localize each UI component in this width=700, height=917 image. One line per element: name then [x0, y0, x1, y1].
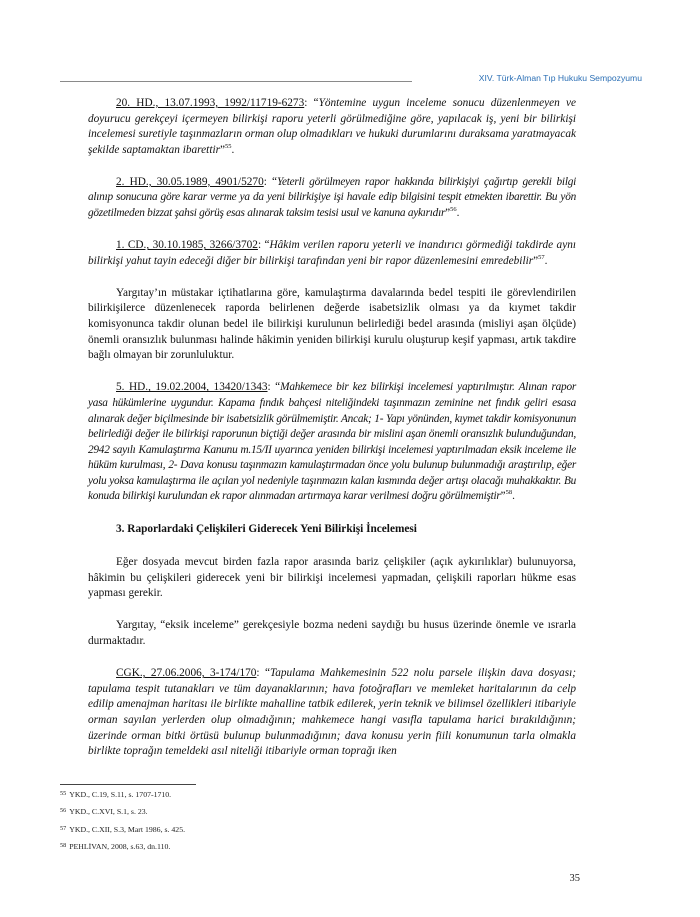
page-number: 35 — [569, 873, 580, 884]
paragraph-citation-1cd: 1. CD., 30.10.1985, 3266/3702: “Hâkim verilen raporu yeterli ve inandırıcı görmediği takdirde aynı bilirkişi yahut tayin edeceği diğer bir bilirkişi tarafından yeni bir rapor düzenlemesini emredebilir”$^{57}$. — [88, 239, 576, 267]
footnote-number: 58 — [60, 841, 67, 849]
case-citation: CGK., 27.06.2006, 3-174/170 — [116, 667, 257, 680]
body-text — [88, 96, 576, 776]
paragraph-citation-5hd: 5. HD., 19.02.2004, 13420/1343: “Mahkemece bir kez bilirkişi incelemesi yaptırılmıştır. Alınan rapor yasa hükümlerine uygundur. Kapama fındık bahçesi niteliğindeki taşınmazın zeminine net fındık geliri esasa alınarak değer biçilmesinde bir isabetsizlik görülmemiştir. Ancak; 1- Yapı yönünden, kıymet takdir komisyonunun belirlediği değer ile bilirkişi raporunun biçtiği değer arasında bir mislini aşan önemli oransızlık bulunduğundan, 2942 sayılı Kamulaştırma Kanunu m.15/II uyarınca yeniden bilirkişi incelemesi yaptırılmadan eksik inceleme ile hüküm kurulması, 2- Dava konusu taşınmazın kamulaştırmadan önce yolu bulunup bulunmadığı araştırılıp, eğer yolu yoksa kamulaştırma ile açılan yol nedeniyle taşınmazın kalan kısmında değer artışı olacağı muhakkaktır. Bu konuda bilirkişi kurulundan ek rapor alınmadan artırmaya karar verilmesi doğru görülmemiştir”$^{58}$. — [88, 381, 576, 503]
footnote-text: YKD., C.XVI, S.1, s. 23. — [69, 807, 148, 817]
section-heading: 3. Raporlardaki Çelişkileri Giderecek Yeni Bilirkişi İncelemesi — [116, 522, 417, 535]
quoted-text: Hâkim verilen raporu yeterli ve inandırıcı görmediği takdirde aynı bilirkişi yahut tayin edeceği diğer bir bilirkişi tarafından yeni bir rapor düzenlemesini emredebilir — [88, 239, 576, 267]
footnote-number: 56 — [60, 807, 67, 815]
case-citation: 2. HD., 30.05.1989, 4901/5270 — [116, 175, 264, 188]
header-rule — [60, 81, 412, 82]
footnote-ref[interactable]: 57 — [538, 253, 545, 261]
footnote-text: YKD., C.XII, S.3, Mart 1986, s. 425. — [69, 824, 186, 834]
footnote-55 — [60, 790, 560, 799]
footnotes — [60, 790, 560, 859]
footnote-text: PEHLİVAN, 2008, s.63, dn.110. — [69, 841, 171, 851]
quoted-text: Yöntemine uygun inceleme sonucu düzenlenmeyen ve doyurucu gerekçeyi içermeyen bilirkişi raporu yeterli görülmediğine göre, yapılacak iş, yeni bir bilirkişi incelemesi suretiyle taşınmazların orman olup olmadıkları ve hukuki durumlarını duraksama yaratmayacak şekilde saptamaktan ibarettir — [88, 97, 576, 156]
case-citation: 5. HD., 19.02.2004, 13420/1343 — [116, 381, 268, 394]
case-citation: 1. CD., 30.10.1985, 3266/3702 — [116, 239, 258, 252]
paragraph-eksik-inceleme: Yargıtay, “eksik inceleme” gerekçesiyle bozma nedeni saydığı bu husus üzerinde önemle ve ısrarla durmaktadır. — [88, 619, 576, 648]
footnote-number: 57 — [60, 824, 67, 832]
paragraph-celiski: Eğer dosyada mevcut birden fazla rapor arasında bariz çelişkiler (açık aykırılıklar) bulunuyorsa, hâkimin bu çelişkileri giderecek yeni bir bilirkişi incelemesi yapmadan, çelişkili raporları hükme esas yapması gerekir. — [88, 556, 576, 600]
paragraph-citation-2hd: 2. HD., 30.05.1989, 4901/5270: “Yeterli görülmeyen rapor hakkında bilirkişiyi çağırtıp gerekli bilgi alınıp sonucuna göre karar verme ya da yeni bilirkişiye işi havale edip bilgisini tespit etmekten ibarettir. Bu yön gözetilmeden bizzat şahsi görüş esas alınarak taksim tesisi usul ve kanuna aykırıdır”$^{56}$. — [88, 175, 577, 220]
quoted-text: Yeterli görülmeyen rapor hakkında bilirkişiyi çağırtıp gerekli bilgi alınıp sonucuna göre karar verme ya da yeni bilirkişiye işi havale edip bilgisini tespit etmekten ibarettir. Bu yön gözetilmeden bizzat şahsi görüş esas alınarak taksim tesisi usul ve kanuna aykırıdır — [88, 175, 577, 220]
running-header: XIV. Türk-Alman Tıp Hukuku Sempozyumu — [478, 73, 642, 83]
footnote-56 — [60, 807, 560, 816]
quoted-text: Mahkemece bir kez bilirkişi incelemesi yaptırılmıştır. Alınan rapor yasa hükümlerine uygundur. Kapama fındık bahçesi niteliğindeki taşınmazın zeminine net fındık geliri esasa alınarak değer biçilmesinde bir isabetsizlik görülmemiştir. Ancak; 1- Yapı yönünden, kıymet takdir komisyonunun belirlediği değer ile bilirkişi raporunun biçtiği değer arasında bir mislini aşan önemli oransızlık bulunduğundan, 2942 sayılı Kamulaştırma Kanunu m.15/II uyarınca yeniden bilirkişi incelemesi yaptırılmadan eksik inceleme ile hüküm kurulması, 2- Dava konusu taşınmazın kamulaştırmadan önce yolu bulunup bulunmadığı araştırılıp, eğer yolu yoksa kamulaştırma ile açılan yol nedeniyle taşınmazın kalan kısmında değer artışı olacağı muhakkaktır. Bu konuda bilirkişi kurulundan ek rapor alınmadan artırmaya karar verilmesi doğru görülmemiştir — [88, 381, 576, 503]
footnote-58 — [60, 842, 560, 851]
footnote-number: 55 — [60, 790, 67, 797]
footnote-ref[interactable]: 56 — [450, 206, 457, 214]
paragraph-citation-20hd: 20. HD., 13.07.1993, 1992/11719-6273: “Yöntemine uygun inceleme sonucu düzenlenmeyen ve doyurucu gerekçeyi içermeyen bilirkişi raporu yeterli görülmediğine göre, yapılacak iş, yeni bir bilirkişi incelemesi suretiyle taşınmazların orman olup olmadıkları ve hukuki durumlarını duraksama yaratmayacak şekilde saptamaktan ibarettir”$^{55}$. — [88, 97, 576, 156]
footnote-57 — [60, 825, 560, 834]
quoted-text: Tapulama Mahkemesinin 522 nolu parsele ilişkin dava dosyası; tapulama tespit tutanakları ve tüm dayanaklarının; hava fotoğrafları ve memleket haritalarının da celp edilip amenajman haritası ile birlikte mahalline tatbik edilerek, yerin teknik ve bilimsel özellikleri itibariyle orman sayılan yerlerden olup olmadığının; mahkemece hangi vasıfla tapulama harici bırakıldığının; üzerinde orman bitki örtüsü bulunup bulunmadığının; dava konusu yerin fiili konumunun tarla olmakla birlikte toprağın temeldeki asıl niteliği itibariyle orman toprağı iken — [88, 667, 576, 758]
paragraph-yargitay-ictihat: Yargıtay’ın müstakar içtihatlarına göre, kamulaştırma davalarında bedel tespiti ile görevlendirilen bilirkişilerce düzenlenecek raporda belirlenen değerde isabetsizlik olması ya da kıymet takdir komisyonunca takdir olunan bedel ile bilirkişi kurulunun belirlediği bedel arasında (misliyi aşan ölçüde) önemli oransızlık bulunması halinde hâkimin yeniden bilirkişi kurulu oluşturup keşif yapması, artık takdire bağlı olmayan bir zorunluluktur. — [88, 286, 576, 362]
footnote-rule — [60, 784, 196, 785]
paragraph-citation-cgk: CGK., 27.06.2006, 3-174/170: “Tapulama Mahkemesinin 522 nolu parsele ilişkin dava dosyası; tapulama tespit tutanakları ve tüm dayanaklarının; hava fotoğrafları ve memleket haritalarının da celp edilip amenajman haritası ile birlikte mahalline tatbik edilerek, yerin teknik ve bilimsel özellikleri itibariyle orman sayılan yerlerden olup olmadığının; mahkemece hangi vasıfla tapulama harici bırakıldığının; üzerinde orman bitki örtüsü bulunup bulunmadığının; dava konusu yerin fiili konumunun tarla olmakla birlikte toprağın temeldeki asıl niteliği itibariyle orman toprağı iken — [88, 667, 576, 758]
footnote-ref[interactable]: 58 — [505, 489, 513, 497]
footnote-ref[interactable]: 55 — [225, 143, 232, 151]
case-citation: 20. HD., 13.07.1993, 1992/11719-6273 — [116, 97, 305, 109]
footnote-text: YKD., C.19, S.11, s. 1707-1710. — [69, 790, 172, 799]
